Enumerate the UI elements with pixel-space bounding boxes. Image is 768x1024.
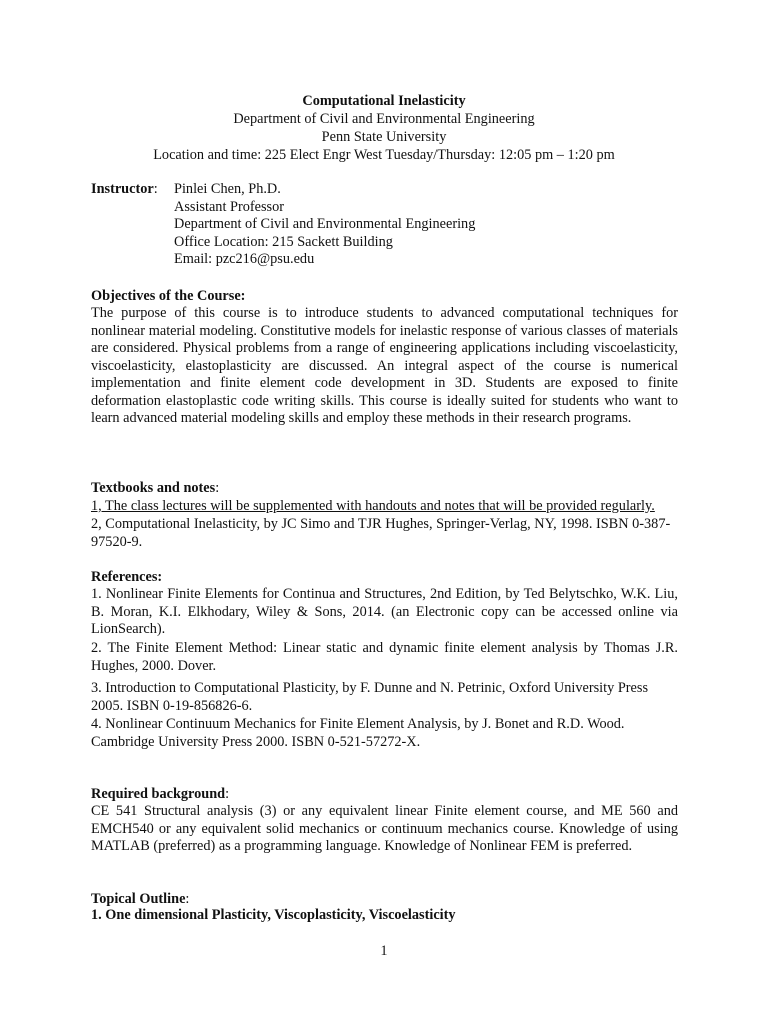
instructor-details bbox=[174, 181, 475, 269]
instructor-office: Office Location: 215 Sackett Building bbox=[174, 233, 393, 250]
instructor-department: Department of Civil and Environmental Engineering bbox=[174, 216, 476, 232]
instructor-heading: Instructor: bbox=[91, 181, 158, 197]
outline-heading: Topical Outline: bbox=[91, 891, 190, 907]
page-number: 1 bbox=[380, 943, 388, 959]
textbook-item-2: 2, Computational Inelasticity, by JC Simo and TJR Hughes, Springer-Verlag, NY, 1998. ISBN 0-387-97520-9. bbox=[91, 516, 671, 550]
objectives-heading: Objectives of the Course: bbox=[91, 288, 246, 304]
textbook-item-1: 1, The class lectures will be supplemented with handouts and notes that will be provided regularly. bbox=[91, 498, 655, 514]
reference-item-1: 1. Nonlinear Finite Elements for Continua and Structures, 2nd Edition, by Ted Belytschko, W.K. Liu, B. Moran, K.I. Elkhodary, Wiley & Sons, 2014. (an Electronic copy can be accessed online via LionSearch). bbox=[91, 586, 678, 637]
background-text: CE 541 Structural analysis (3) or any equivalent linear Finite element course, and ME 560 and EMCH540 or any equivalent solid mechanics or continuum mechanics course. Knowledge of using MATLAB (preferred) as a programming language. Knowledge of Nonlinear FEM is preferred. bbox=[91, 803, 678, 854]
outline-item-1: 1. One dimensional Plasticity, Viscoplasticity, Viscoelasticity bbox=[91, 907, 456, 923]
reference-item-4: 4. Nonlinear Continuum Mechanics for Finite Element Analysis, by J. Bonet and R.D. Wood. Cambridge University Press 2000. ISBN 0-521-57272-X. bbox=[91, 716, 625, 750]
reference-item-2: 2. The Finite Element Method: Linear static and dynamic finite element analysis by Thomas J.R. Hughes, 2000. Dover. bbox=[91, 640, 678, 674]
department-line: Department of Civil and Environmental Engineering bbox=[233, 111, 535, 127]
references-heading: References: bbox=[91, 569, 163, 585]
instructor-label: Instructor bbox=[91, 181, 154, 197]
university-line: Penn State University bbox=[321, 129, 447, 145]
textbooks-heading: Textbooks and notes: bbox=[91, 480, 220, 496]
instructor-title: Assistant Professor bbox=[174, 198, 285, 215]
background-heading: Required background: bbox=[91, 786, 230, 802]
instructor-email: Email: pzc216@psu.edu bbox=[174, 251, 315, 267]
instructor-name: Pinlei Chen, Ph.D. bbox=[174, 181, 281, 197]
course-title: Computational Inelasticity bbox=[302, 93, 466, 109]
location-time-line: Location and time: 225 Elect Engr West Tuesday/Thursday: 12:05 pm – 1:20 pm bbox=[153, 147, 615, 163]
reference-item-3: 3. Introduction to Computational Plasticity, by F. Dunne and N. Petrinic, Oxford University Press 2005. ISBN 0-19-856826-6. bbox=[91, 680, 649, 714]
objectives-text: The purpose of this course is to introduce students to advanced computational techniques for nonlinear material modeling. Constitutive models for inelastic response of various classes of materials are considered. Physical problems from a range of engineering applications including viscoelasticity, viscoelasticity, elastoplasticity are discussed. An integral aspect of the course is numerical implementation and finite element code development in 3D. Students are exposed to finite deformation elastoplastic code writing skills. This course is ideally suited for students who want to learn advanced material modeling skills and employ these methods in their research programs. bbox=[91, 305, 678, 426]
